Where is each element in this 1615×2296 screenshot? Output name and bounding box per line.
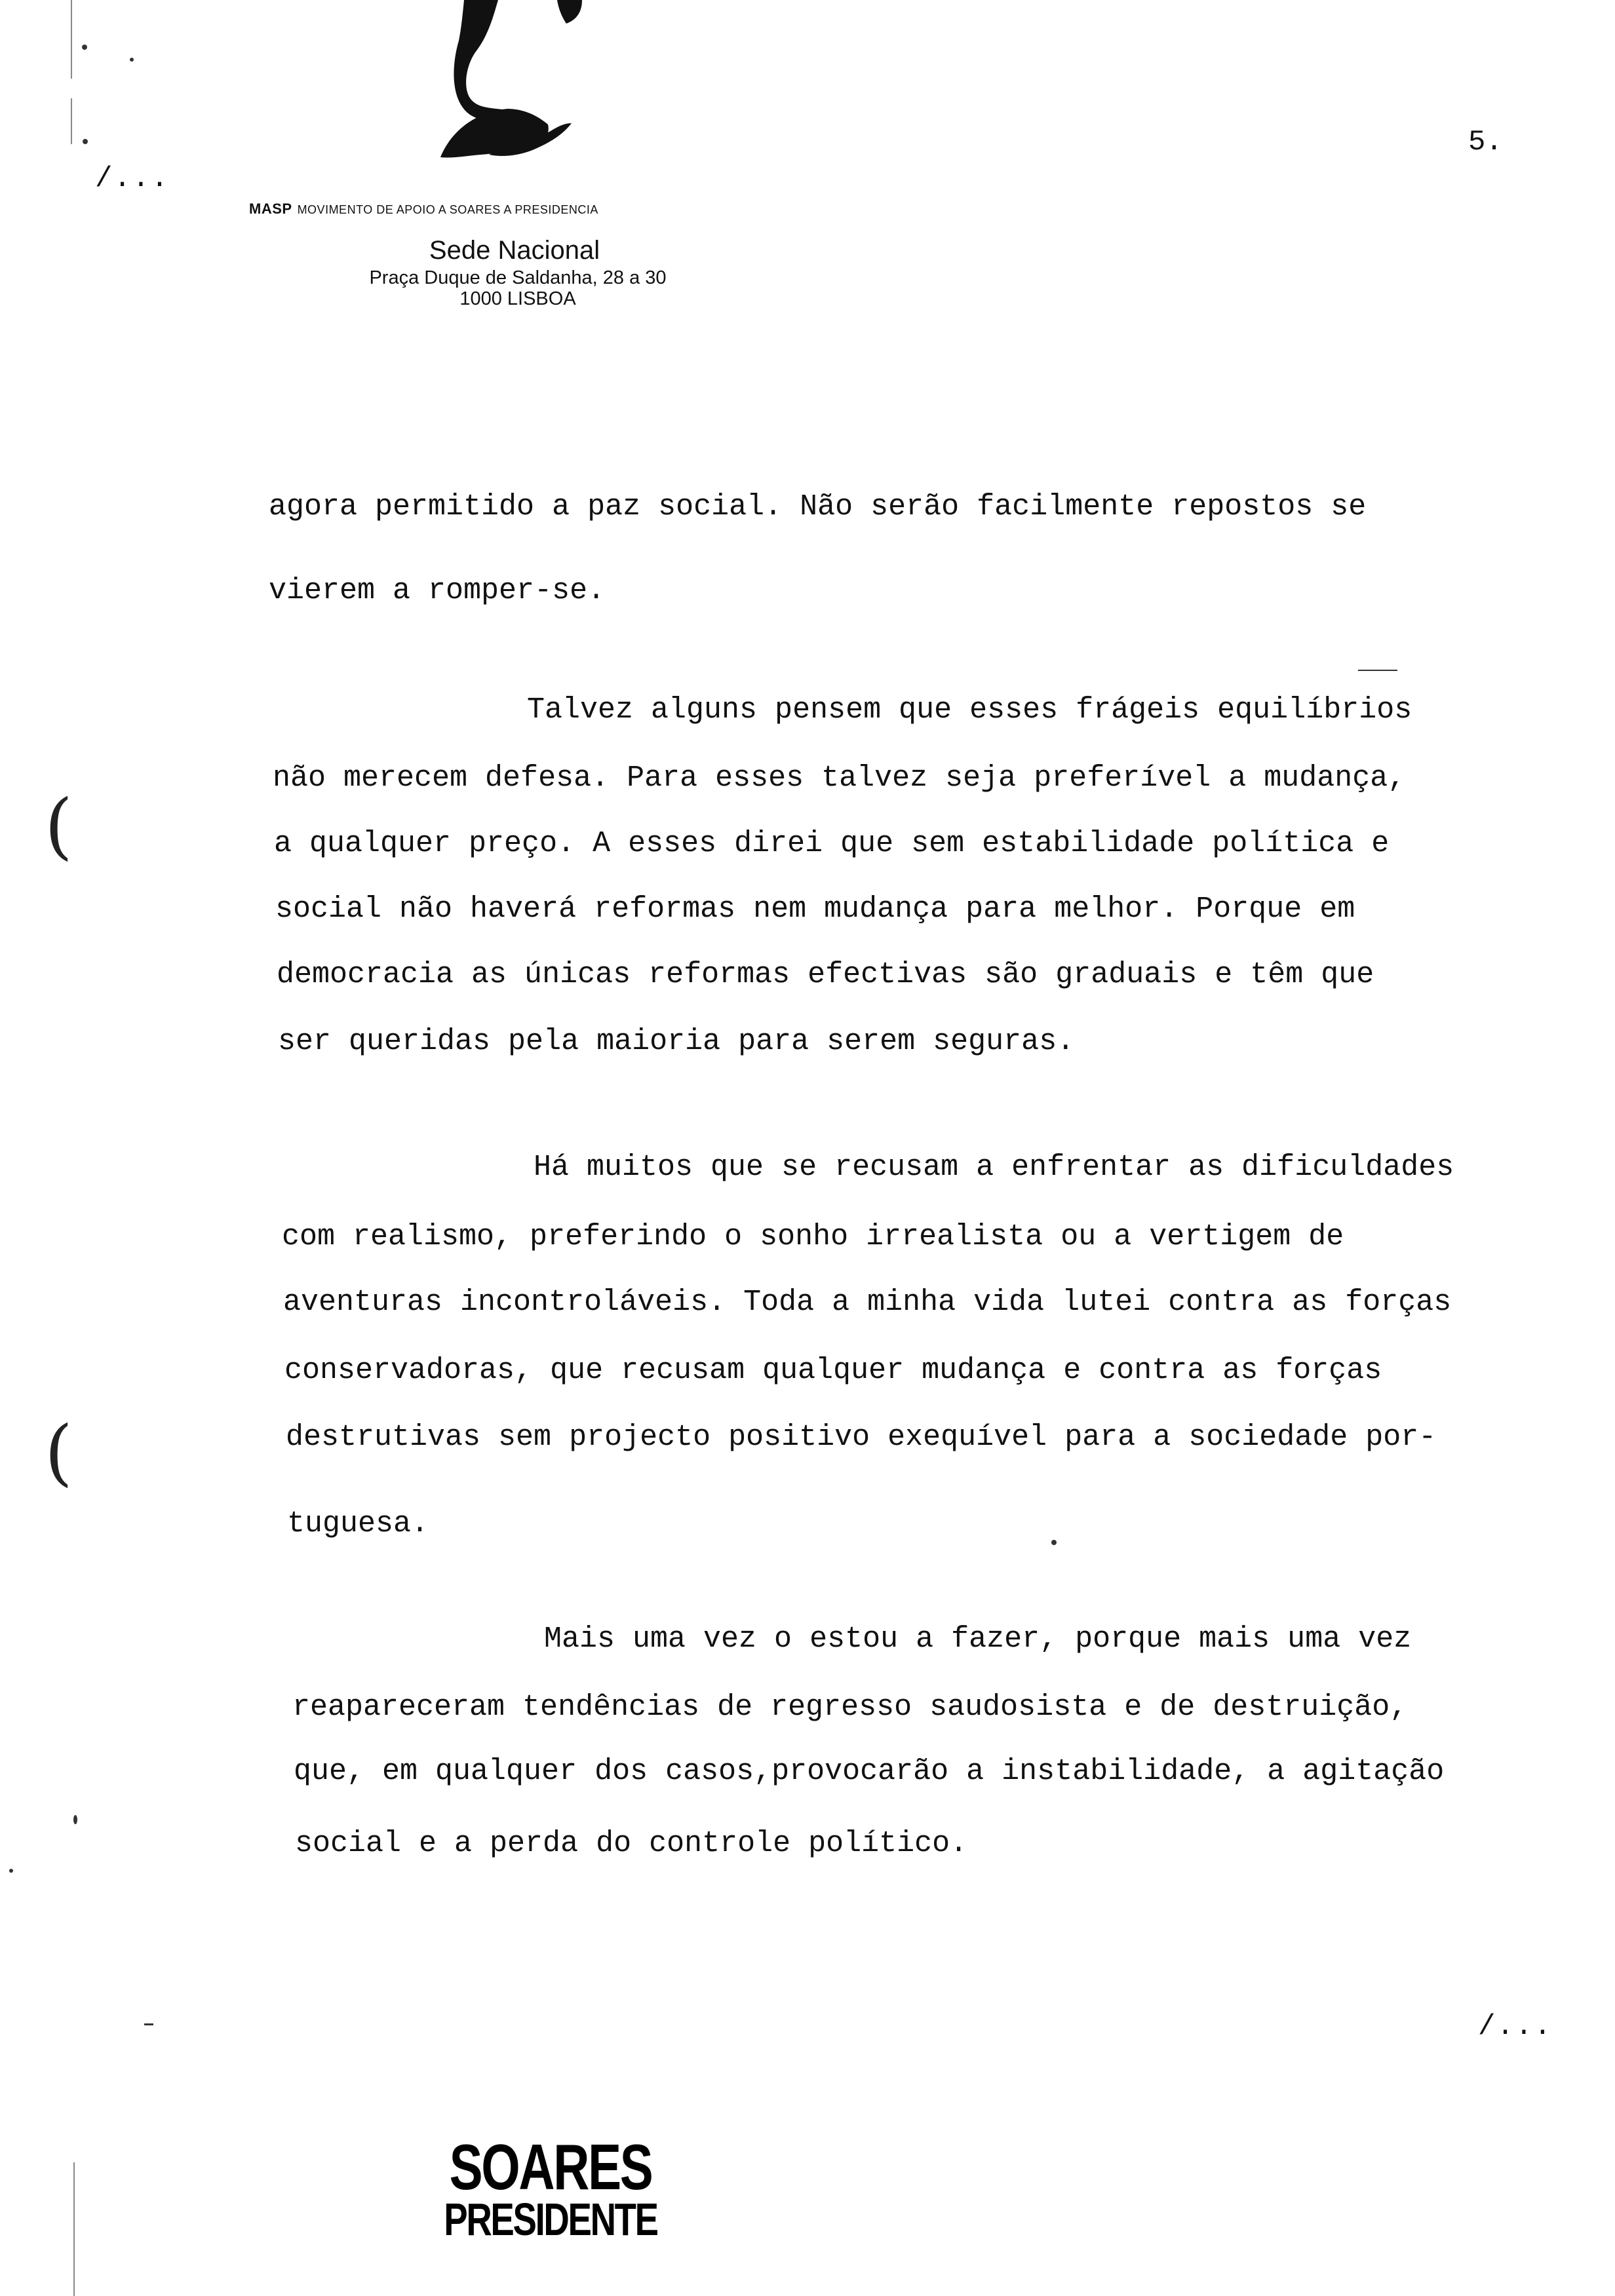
scan-speck [1358,670,1397,671]
organization-full: MOVIMENTO DE APOIO A SOARES A PRESIDENCIA [297,203,598,216]
hq-address-line1: Praça Duque de Saldanha, 28 a 30 [369,267,667,288]
scan-speck [144,2023,153,2025]
organization-name [249,201,800,218]
logo-line1: SOARES [449,2131,652,2203]
scan-speck [83,139,88,144]
body-line: social não haverá reformas nem mudança para melhor. Porque em [275,892,1355,926]
body-line: destrutivas sem projecto positivo exequível para a sociedade por- [286,1421,1437,1454]
scan-speck [1051,1540,1057,1545]
body-line: com realismo, preferindo o sonho irrealista ou a vertigem de [282,1220,1344,1253]
scan-speck [73,1815,77,1824]
body-line: tuguesa. [287,1507,429,1540]
body-line: a qualquer preço. A esses direi que sem estabilidade política e [274,827,1390,860]
margin-bracket-mark-icon: ( [45,1410,73,1494]
scan-edge-line [73,2162,75,2296]
scan-edge-line [71,0,72,79]
scan-edge-line [71,98,72,144]
body-line: Mais uma vez o estou a fazer, porque mais uma vez [544,1622,1412,1656]
scan-speck [130,58,134,62]
body-line: Talvez alguns pensem que esses frágeis equilíbrios [527,693,1412,727]
campaign-logo-icon [426,0,590,167]
body-line: vierem a romper-se. [269,574,606,607]
organization-abbrev: MASP [249,201,292,217]
hq-address-line2: 1000 LISBOA [459,288,576,309]
body-line: social e a perda do controle político. [295,1827,968,1860]
hq-address [308,267,728,309]
body-line: aventuras incontroláveis. Toda a minha vida lutei contra as forças [283,1286,1452,1319]
continuation-mark-top: /... [95,163,170,195]
body-line: reapareceram tendências de regresso saudosista e de destruição, [292,1691,1408,1724]
body-line: não merecem defesa. Para esses talvez seja preferível a mudança, [273,761,1406,795]
body-line: democracia as únicas reformas efectivas são graduais e têm que [277,958,1374,991]
body-line: conservadoras, que recusam qualquer mudança e contra as forças [284,1354,1382,1387]
hq-title: Sede Nacional [429,236,600,265]
body-line: ser queridas pela maioria para serem seguras. [278,1025,1075,1058]
body-line: agora permitido a paz social. Não serão facilmente repostos se [269,490,1367,524]
logo-line2: PRESIDENTE [444,2194,657,2245]
soares-presidente-logo [408,2131,694,2245]
body-line: Há muitos que se recusam a enfrentar as dificuldades [534,1151,1454,1184]
page-number: 5. [1468,126,1503,159]
scan-speck [9,1869,13,1873]
margin-bracket-mark-icon: ( [45,784,73,868]
continuation-mark-bottom: /... [1478,2010,1553,2043]
body-line: que, em qualquer dos casos,provocarão a instabilidade, a agitação [294,1755,1445,1788]
scan-speck [82,45,87,50]
